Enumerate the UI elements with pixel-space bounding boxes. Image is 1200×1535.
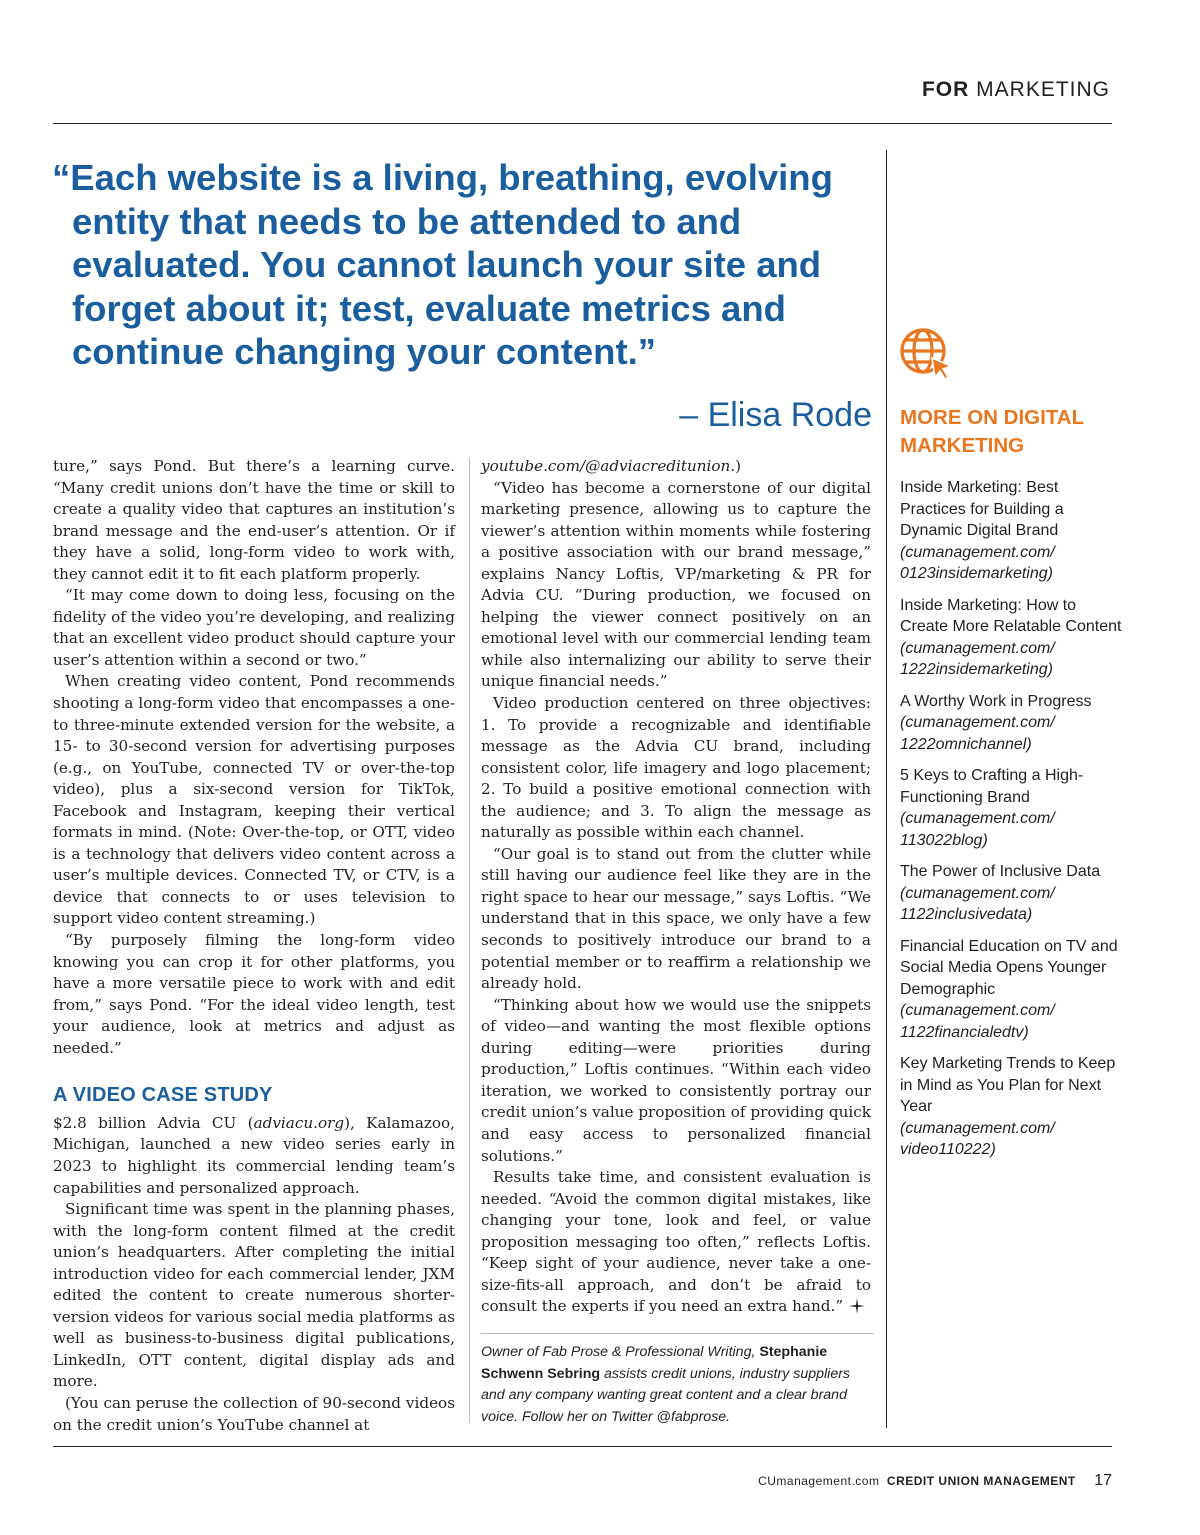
pull-quote-attribution: – Elisa Rode xyxy=(679,396,872,434)
page-number: 17 xyxy=(1094,1472,1112,1489)
page-footer xyxy=(758,1472,1112,1490)
related-article-url[interactable]: (cumanagement.com/ video110222) xyxy=(900,1119,1055,1158)
link-adviacu[interactable]: adviacu.org xyxy=(253,1113,345,1132)
section-label: MARKETING xyxy=(976,78,1110,101)
paragraph: Significant time was spent in the planning phases, with the long-form content filmed at the credit union’s headquarters. After completing the initial introduction video for each commercial lender, JXM edited the content to create numerous shorter-version videos for various social media platforms as well as business-to-business digital publications, LinkedIn, OTT content, digital display ads and more. xyxy=(53,1200,455,1391)
related-article-item[interactable] xyxy=(900,595,1125,681)
related-article-url[interactable]: (cumanagement.com/ 1122financialedtv) xyxy=(900,1002,1055,1041)
subheading: A VIDEO CASE STUDY xyxy=(53,1084,273,1107)
related-article-title: 5 Keys to Crafting a High-Functioning Brand xyxy=(900,767,1084,806)
related-article-title: Inside Marketing: How to Create More Relatable Content xyxy=(900,596,1122,635)
article-column-2 xyxy=(481,456,871,1318)
globe-cursor-icon xyxy=(898,326,954,382)
end-mark-icon xyxy=(849,1298,865,1314)
related-article-url[interactable]: (cumanagement.com/ 113022blog) xyxy=(900,810,1055,849)
paragraph: “Thinking about how we would use the snippets of video—and wanting the most flexible options during editing—were priorities during production,” Loftis continues. “Within each video iteration, we worked to consistently portray our credit union’s value proposition of providing quick and easy access to personalized financial solutions.” xyxy=(481,995,871,1165)
author-bio xyxy=(481,1342,876,1428)
related-article-url[interactable]: (cumanagement.com/ 1222omnichannel) xyxy=(900,714,1055,753)
paragraph: ture,” says Pond. But there’s a learning curve. “Many credit unions don’t have the time or skill to create a quality video that captures an institution’s brand message and the end-user’s attention. Or if they have a solid, long-form video to work with, they cannot edit it to fit each platform properly. xyxy=(53,457,455,583)
paragraph: “Video has become a cornerstone of our digital marketing presence, allowing us to capture the viewer’s attention within moments while fostering a positive association with our brand message,” explains Nancy Loftis, VP/marketing & PR for Advia CU. “During production, we focused on helping the viewer connect positively on an emotional level with our commercial lending team while also internalizing our ability to serve their unique financial needs.” xyxy=(481,478,871,691)
bio-lead: Owner of Fab Prose & Professional Writing, xyxy=(481,1344,756,1360)
paragraph: Video production centered on three objectives: 1. To provide a recognizable and identifiable message as the Advia CU brand, including consistent color, life imagery and logo placement; 2. To build a positive emotional connection with the audience; and 3. To align the message as naturally as possible within each channel. xyxy=(481,694,871,842)
pull-quote-line: continue changing your content.” xyxy=(72,331,656,372)
related-article-title: Key Marketing Trends to Keep in Mind as You Plan for Next Year xyxy=(900,1055,1116,1115)
paragraph-text: Results take time, and consistent evaluation is needed. “Avoid the common digital mistakes, like changing your tone, look and feel, or value proposition messaging too often,” reflects Loftis. “Keep sight of your audience, never take a one-size-fits-all approach, and don’t be afraid to consult the experts if you need an extra hand.” xyxy=(481,1168,871,1316)
related-article-title: The Power of Inclusive Data xyxy=(900,863,1101,880)
author-name: Stephanie Schwenn Sebring xyxy=(481,1344,828,1382)
sidebar-title: MORE ON DIGITAL MARKETING xyxy=(900,406,1084,457)
related-article-item[interactable] xyxy=(900,936,1125,1044)
bottom-divider xyxy=(53,1446,1112,1447)
paragraph-text: ), Kalamazoo, Michigan, launched a new video series early in 2023 to highlight its commercial lending team’s capabilities and personalized approach. xyxy=(53,1113,456,1197)
related-article-item[interactable] xyxy=(900,477,1125,585)
paragraph: “By purposely filming the long-form video knowing you can crop it for other platforms, you have a more versatile piece to work with and edit from,” says Pond. “For the ideal video length, test your audience, look at metrics and adjust as needed.” xyxy=(53,931,455,1057)
related-articles-list xyxy=(900,477,1125,1171)
related-article-url[interactable]: (cumanagement.com/ 1222insidemarketing) xyxy=(900,639,1055,678)
pull-quote-line: forget about it; test, evaluate metrics and xyxy=(72,287,786,329)
related-article-item[interactable] xyxy=(900,1053,1125,1161)
paragraph: “It may come down to doing less, focusing on the fidelity of the video you’re developing, and realizing that an excellent video product should capture your user’s attention within a second or two.” xyxy=(53,586,455,669)
link-youtube[interactable]: youtube.com/@adviacreditunion xyxy=(481,457,731,475)
column-divider xyxy=(469,458,470,1423)
top-divider xyxy=(53,123,1112,124)
paragraph xyxy=(481,456,871,478)
related-article-url[interactable]: (cumanagement.com/ 1122inclusivedata) xyxy=(900,884,1055,923)
footer-publication: CREDIT UNION MANAGEMENT xyxy=(886,1474,1076,1488)
pull-quote-line: entity that needs to be attended to and xyxy=(72,200,742,242)
pull-quote xyxy=(52,156,852,374)
related-article-url[interactable]: (cumanagement.com/ 0123insidemarketing) xyxy=(900,543,1055,582)
footer-site: CUmanagement.com xyxy=(758,1474,880,1488)
paragraph xyxy=(53,1113,455,1199)
section-header xyxy=(922,78,1110,102)
sidebar-divider xyxy=(886,150,887,1428)
related-article-item[interactable] xyxy=(900,691,1125,756)
paragraph: When creating video content, Pond recommends shooting a long-form video that encompasses a one- to three-minute extended version for the website, a 15- to 30-second version for advertising purposes (e.g., on YouTube, connected TV or over-the-top video), plus a six-second version for TikTok, Facebook and Instagram, keeping their vertical formats in mind. (Note: Over-the-top, or OTT, video is a technology that delivers video content across a user’s multiple devices. Connected TV, or CTV, is a device that connects to or uses television to support video content streaming.) xyxy=(53,672,455,928)
paragraph xyxy=(481,1167,871,1318)
section-label-bold: FOR xyxy=(921,78,970,101)
paragraph: “Our goal is to stand out from the clutter while still having our audience feel like they are in the right space to hear our message,” says Loftis. “We understand that in this space, we only have a few seconds to positively introduce our brand to a potential member or to reaffirm a relationship we already hold. xyxy=(481,844,871,993)
pull-quote-line: evaluated. You cannot launch your site and xyxy=(72,244,822,285)
pull-quote-line: “Each website is a living, breathing, evolving xyxy=(52,157,833,198)
related-article-item[interactable] xyxy=(900,765,1125,851)
bio-text: assists credit unions, industry suppliers and any company wanting great content and a clear brand voice. Follow her on Twitter @fabprose. xyxy=(481,1365,851,1425)
related-article-title: Inside Marketing: Best Practices for Building a Dynamic Digital Brand xyxy=(900,479,1064,539)
related-article-title: Financial Education on TV and Social Media Opens Younger Demographic xyxy=(900,937,1118,998)
paragraph: (You can peruse the collection of 90-second videos on the credit union’s YouTube channel at xyxy=(53,1393,455,1434)
paragraph-text: $2.8 billion Advia CU ( xyxy=(53,1113,254,1132)
related-article-item[interactable] xyxy=(900,861,1125,926)
related-article-title: A Worthy Work in Progress xyxy=(900,692,1092,710)
article-column-1 xyxy=(53,456,455,1436)
paragraph-text: .) xyxy=(730,457,742,475)
bio-divider xyxy=(481,1333,874,1334)
